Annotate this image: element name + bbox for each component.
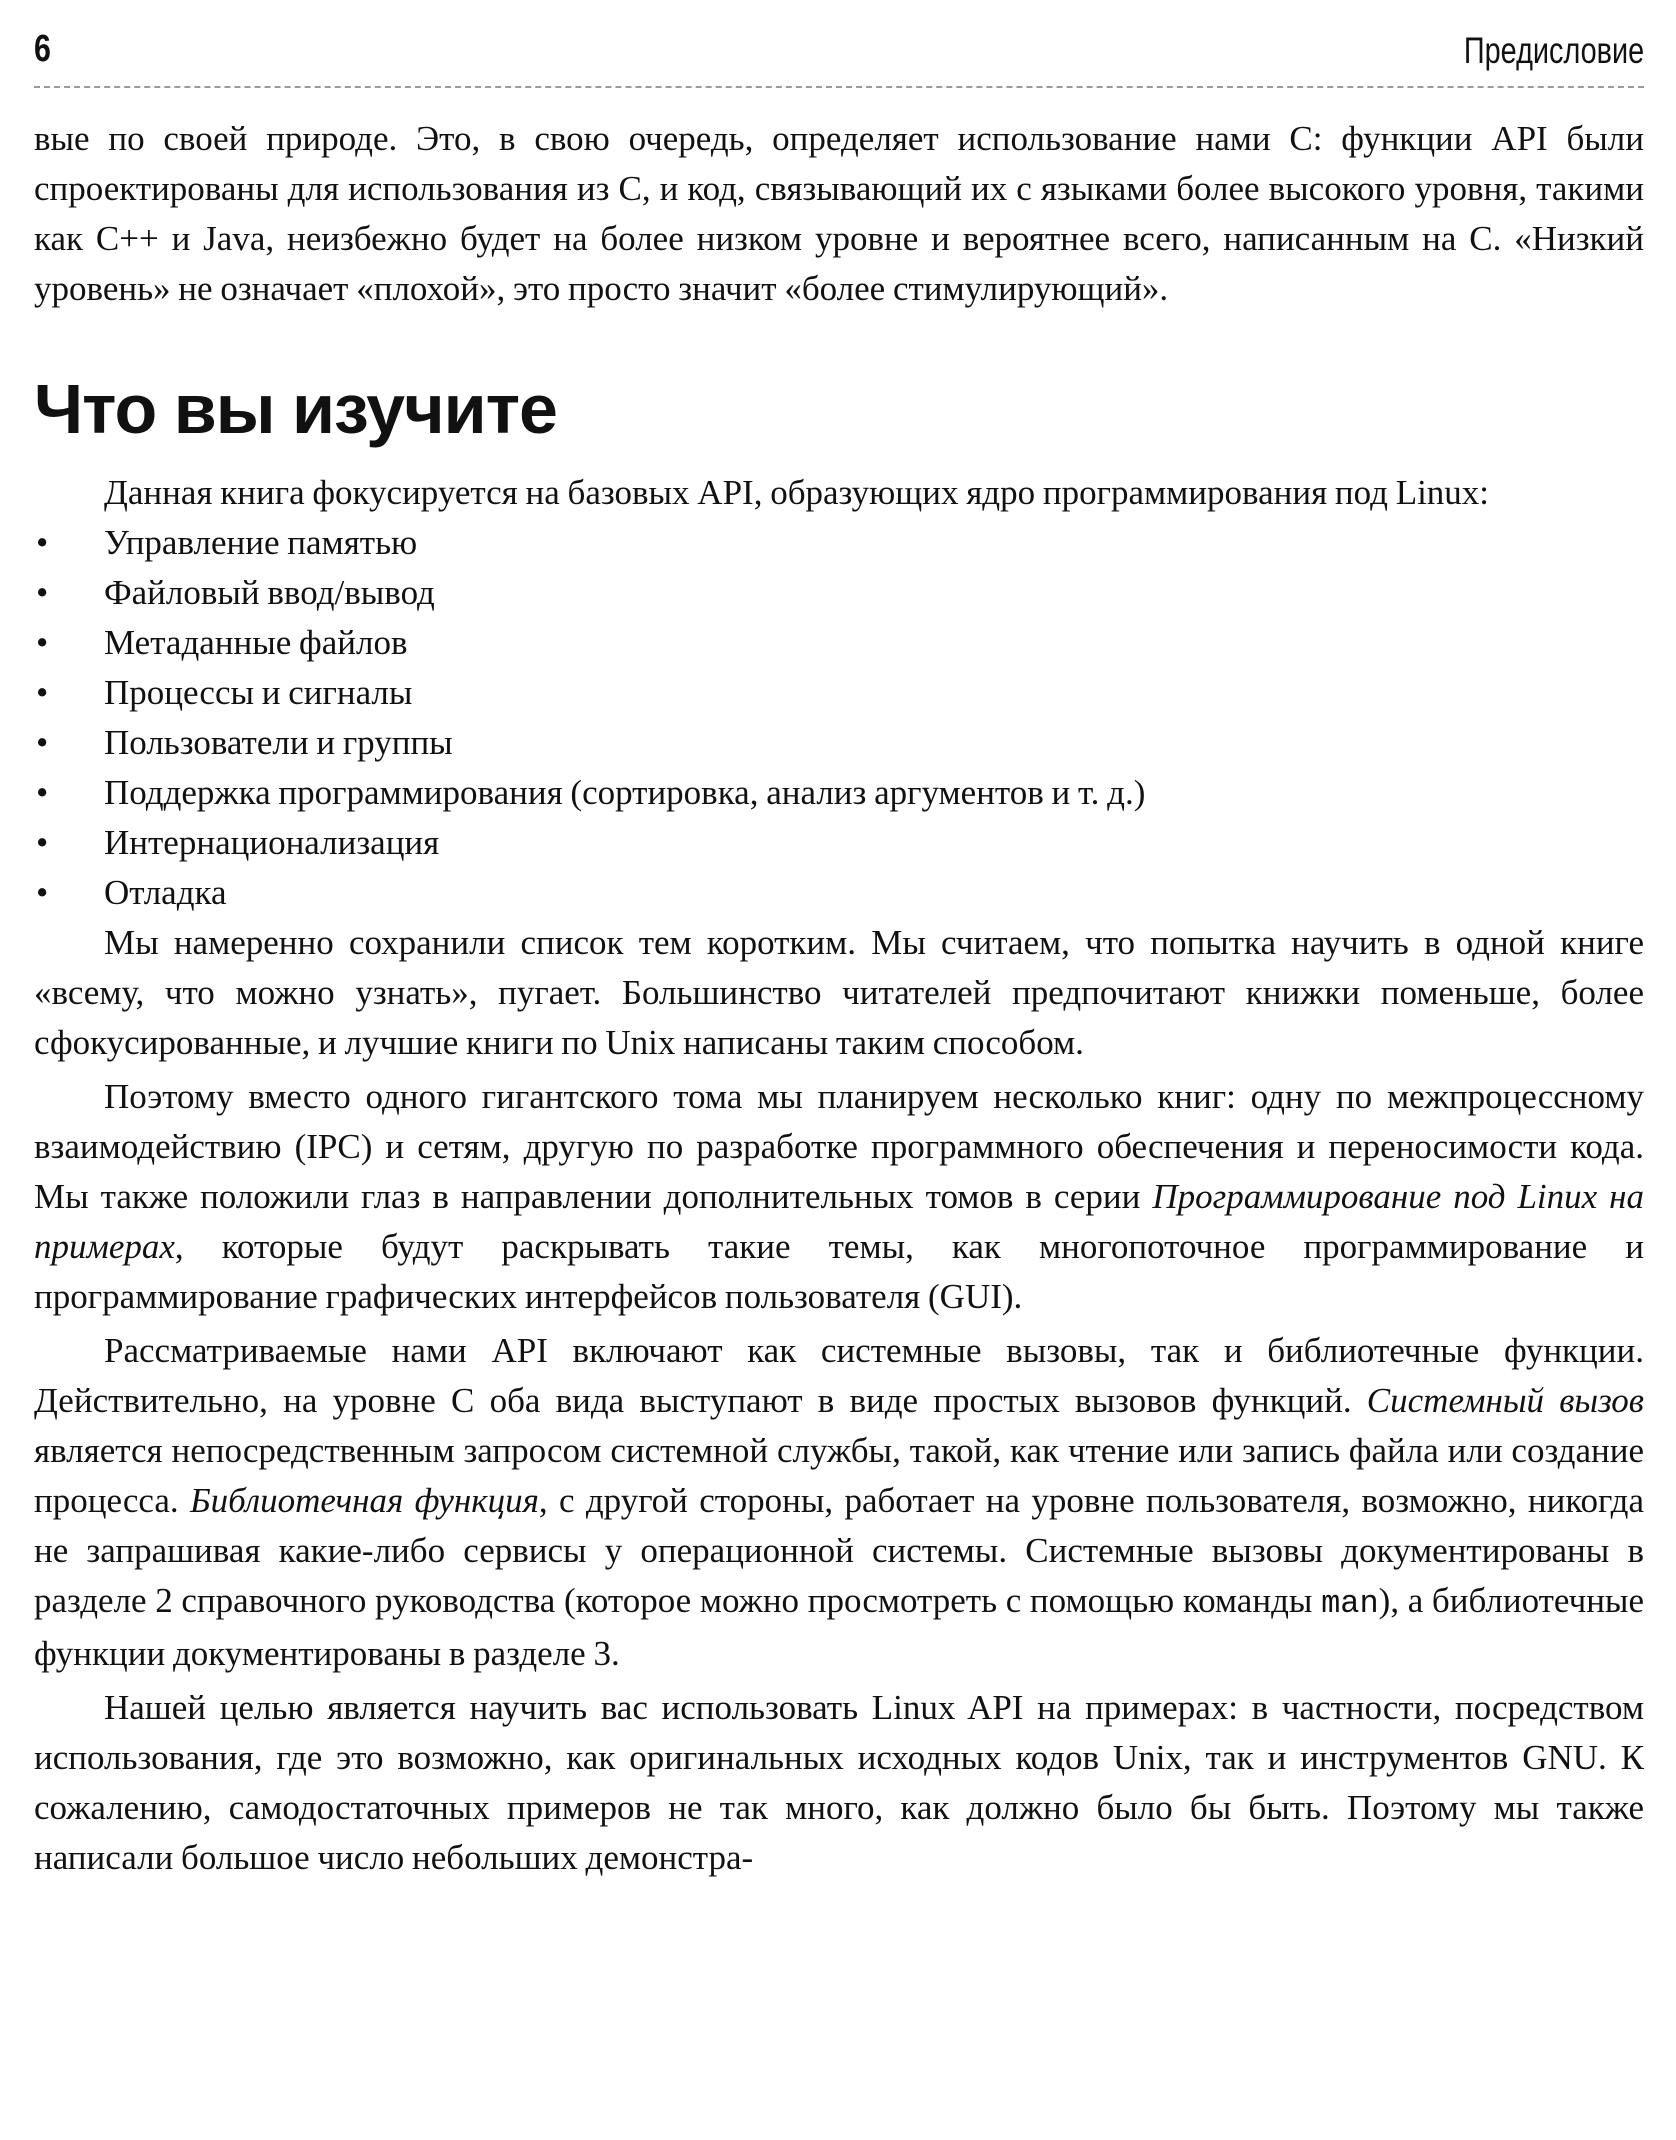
term-library-function: Библиотечная функция [190, 1481, 539, 1520]
header-rule [34, 86, 1644, 88]
topic-item: • Метаданные файлов [34, 618, 1644, 668]
paragraph-text: Рассматриваемые нами API включают как системные вызовы, так и библиотечные функции. Действительно, на уровне C оба вида выступают в виде простых вызовов функций. [34, 1331, 1644, 1420]
section-lead-paragraph: Данная книга фокусируется на базовых API, образующих ядро программирования под Linux: [104, 473, 1490, 512]
paragraph-text: , которые будут раскрывать такие темы, как многопоточное программирование и программирование графических интерфейсов пользователя (GUI). [34, 1227, 1644, 1316]
paragraph-text: Поэтому вместо одного гигантского тома мы планируем несколько книг: одну по межпроцессному взаимодействию (IPC) и сетям, другую по разработке программного обеспечения и переносимости кода. Мы также положили глаз в направлении дополнительных томов в серии [34, 1077, 1644, 1216]
topic-item: • Процессы и сигналы [34, 668, 1644, 718]
page-number: 6 [34, 28, 51, 70]
topic-item: • Поддержка программирования (сортировка, анализ аргументов и т. д.) [34, 768, 1644, 818]
topic-item: • Файловый ввод/вывод [34, 568, 1644, 618]
term-system-call: Системный вызов [1366, 1381, 1644, 1420]
paragraph-text: ), а библиотечные функции документированы в разделе 3. [34, 1581, 1644, 1673]
series-title: Программирование под Linux на примерах [34, 1177, 1644, 1266]
paragraph-text: является непосредственным запросом системной службы, такой, как чтение или запись файла или создание процесса. [34, 1431, 1644, 1520]
topic-item: • Отладка [34, 868, 1644, 918]
topics-list [34, 518, 1644, 918]
topic-item: • Интернационализация [34, 818, 1644, 868]
paragraph-text: , с другой стороны, работает на уровне пользователя, возможно, никогда не запрашивая какие-либо сервисы у операционной системы. Системные вызовы документированы в разделе 2 справочного руководства (которое можно просмотреть с помощью команды [34, 1481, 1645, 1620]
section-heading: Что вы изучите [34, 370, 557, 448]
chapter-title: Предисловие [1463, 30, 1644, 71]
command-man: man [1321, 1585, 1379, 1622]
page-body [34, 114, 1644, 1883]
running-head [34, 28, 1644, 78]
topic-item: • Управление памятью [34, 518, 1644, 568]
paragraph-book-series [34, 1072, 1644, 1322]
intro-paragraph: вые по своей природе. Это, в свою очередь, определяет использование нами C: функции API были спроектированы для использования из C, и код, связывающий их с языками более высокого уровня, такими как C++ и Java, неизбежно будет на более низком уровне и вероятнее всего, написанным на C. «Низкий уровень» не означает «плохой», это просто значит «более стимулирующий». [34, 119, 1644, 308]
paragraph-api-types [34, 1326, 1644, 1679]
paragraph-topics-scope: Мы намеренно сохранили список тем коротким. Мы считаем, что попытка научить в одной книге «всему, что можно узнать», пугает. Большинство читателей предпочитают книжки поменьше, более сфокусированные, и лучшие книги по Unix написаны таким способом. [34, 923, 1644, 1062]
paragraph-goal: Нашей целью является научить вас использовать Linux API на примерах: в частности, посредством использования, где это возможно, как оригинальных исходных кодов Unix, так и инструментов GNU. К сожалению, самодостаточных примеров не так много, как должно было бы быть. Поэтому мы также написали большое число небольших демонстра- [34, 1688, 1644, 1877]
topic-item: • Пользователи и группы [34, 718, 1644, 768]
